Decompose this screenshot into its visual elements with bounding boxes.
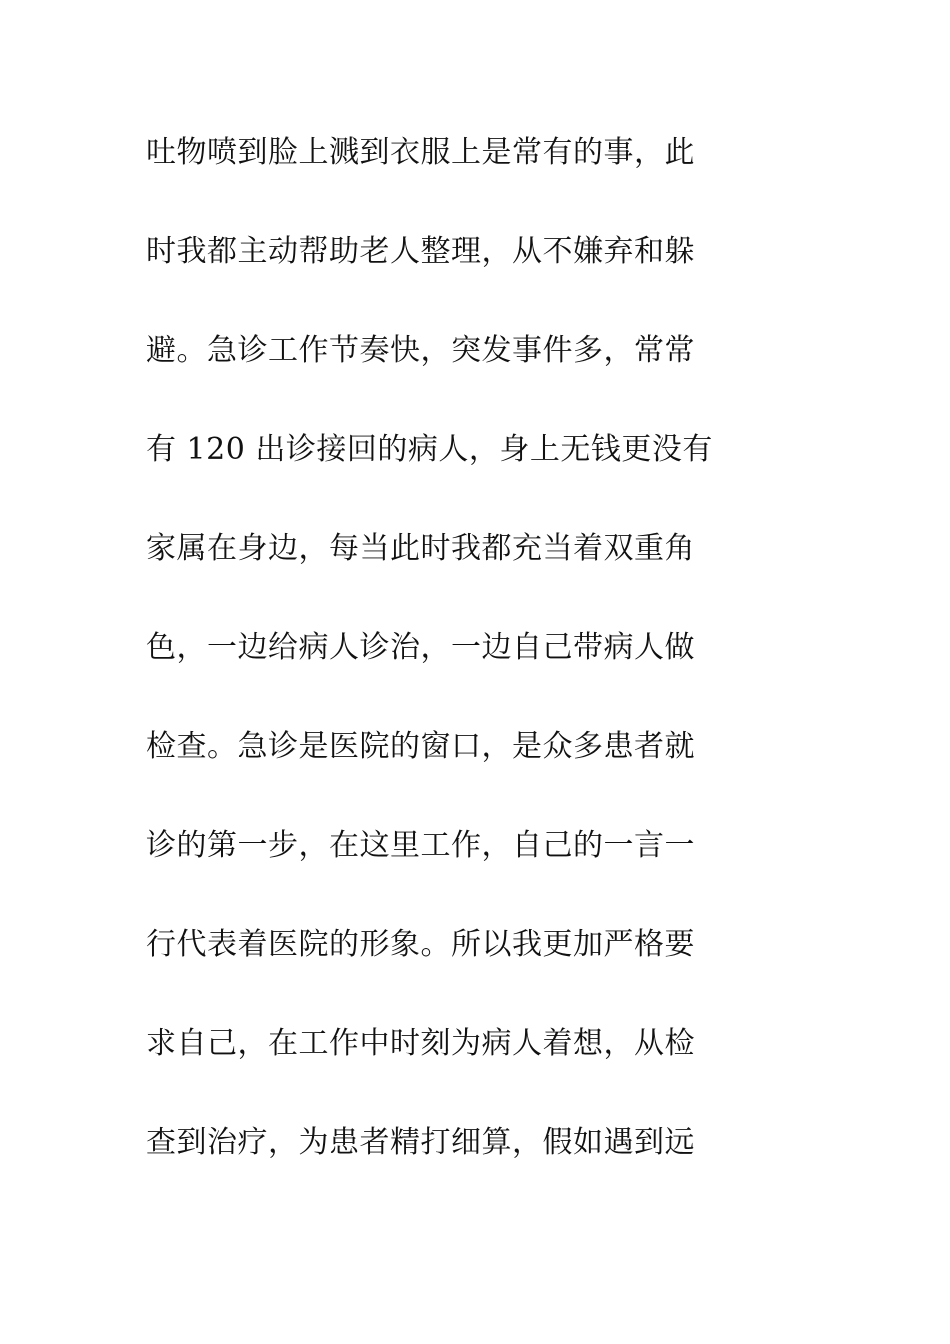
text-line-7: 检查。急诊是医院的窗口，是众多患者就 — [146, 729, 695, 764]
body-text — [146, 128, 786, 1217]
text-line-3: 避。急诊工作节奏快，突发事件多，常常 — [146, 333, 695, 368]
text-line-1: 吐物喷到脸上溅到衣服上是常有的事，此 — [146, 135, 695, 170]
text-line-10: 求自己，在工作中时刻为病人着想，从检 — [146, 1026, 695, 1061]
text-line-9: 行代表着医院的形象。所以我更加严格要 — [146, 927, 695, 962]
text-line-5: 家属在身边，每当此时我都充当着双重角 — [146, 531, 695, 566]
text-line-4: 有 120 出诊接回的病人，身上无钱更没有 — [146, 432, 713, 467]
text-line-8: 诊的第一步，在这里工作，自己的一言一 — [146, 828, 695, 863]
text-line-2: 时我都主动帮助老人整理，从不嫌弃和躲 — [146, 234, 695, 269]
text-line-6: 色，一边给病人诊治，一边自己带病人做 — [146, 630, 695, 665]
text-line-11: 查到治疗，为患者精打细算，假如遇到远 — [146, 1125, 695, 1160]
